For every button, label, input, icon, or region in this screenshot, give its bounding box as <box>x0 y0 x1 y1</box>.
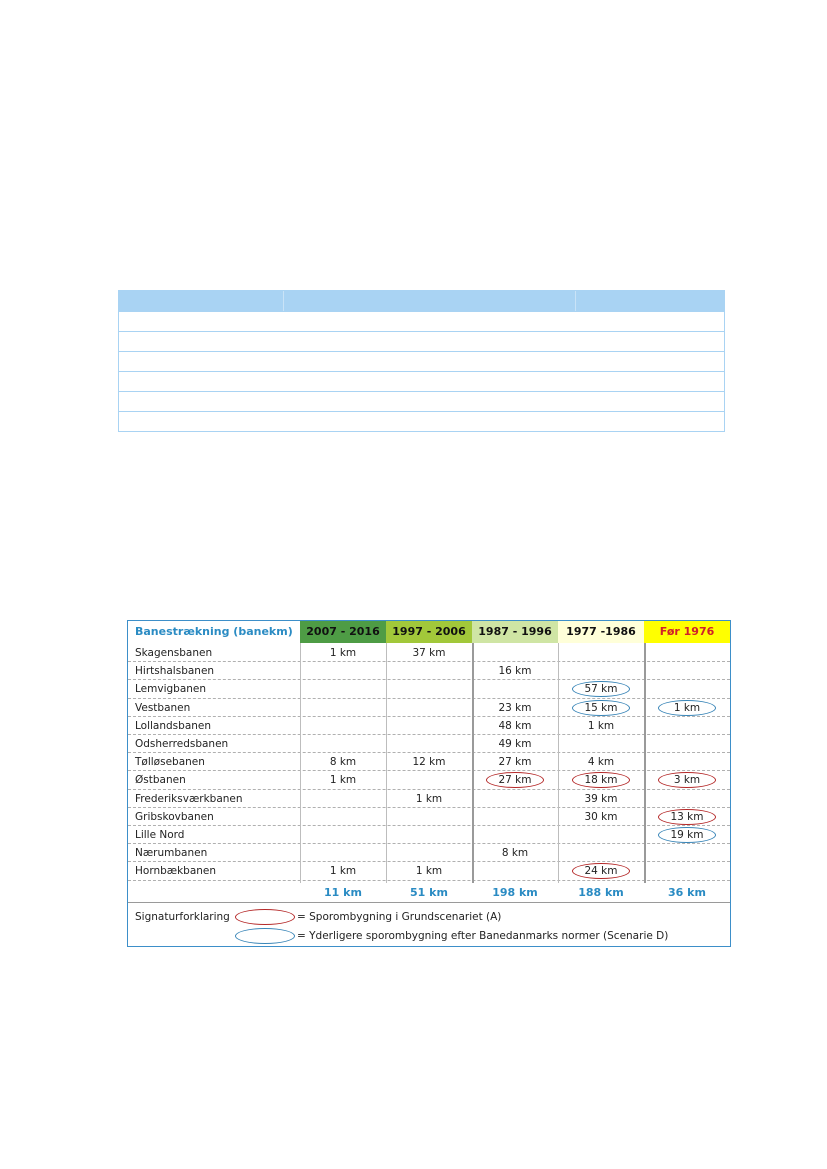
empty-table-header <box>119 291 724 311</box>
table-row <box>128 735 730 753</box>
km-value: 4 km <box>587 756 615 769</box>
total-value: 36 km <box>668 885 706 899</box>
km-value: 48 km <box>498 719 532 732</box>
line-name: Lemvigbanen <box>135 683 207 696</box>
table-row <box>128 771 730 789</box>
blue-oval-marker: 57 km <box>572 681 630 697</box>
column-separator <box>300 643 301 883</box>
table-row <box>128 844 730 862</box>
km-value: 12 km <box>412 756 446 769</box>
km-value <box>558 771 644 789</box>
line-name: Gribskovbanen <box>135 810 214 823</box>
blue-oval-marker: 15 km <box>572 700 630 716</box>
legend-title: Signaturforklaring <box>135 910 230 923</box>
km-value <box>644 699 730 717</box>
km-value: 16 km <box>498 665 532 678</box>
legend-row-blue <box>128 927 730 945</box>
table-row <box>128 680 730 698</box>
total-value: 188 km <box>578 885 624 899</box>
red-oval-marker: 18 km <box>572 772 630 788</box>
km-value: 1 km <box>587 719 615 732</box>
line-name: Tølløsebanen <box>135 756 205 769</box>
km-value: 8 km <box>329 756 357 769</box>
track-renovation-figure <box>127 620 731 947</box>
line-name: Frederiksværkbanen <box>135 792 243 805</box>
total-value: 198 km <box>492 885 538 899</box>
table-row <box>128 790 730 808</box>
table-row <box>128 826 730 844</box>
line-name: Lille Nord <box>135 829 185 841</box>
empty-table-row <box>119 411 724 431</box>
km-value: 1 km <box>329 865 357 878</box>
km-value: 8 km <box>501 847 529 860</box>
period-header-1987-1996: 1987 - 1996 <box>472 621 558 643</box>
blue-oval-symbol <box>235 928 295 944</box>
km-value <box>558 699 644 717</box>
empty-table-header-cell <box>119 291 284 311</box>
line-name: Vestbanen <box>135 701 191 714</box>
line-name: Østbanen <box>135 774 186 787</box>
empty-table-row <box>119 351 724 371</box>
empty-table <box>118 290 725 432</box>
period-header-1997-2006: 1997 - 2006 <box>386 621 472 643</box>
empty-table-row <box>119 331 724 351</box>
empty-table-row <box>119 371 724 391</box>
km-value <box>558 862 644 880</box>
figure-title: Banestrækning (banekm) <box>128 621 300 643</box>
empty-table-header-cell <box>576 291 724 311</box>
empty-table-row <box>119 391 724 411</box>
legend-row-red <box>128 908 730 926</box>
km-value <box>558 680 644 698</box>
km-value: 1 km <box>415 792 443 805</box>
period-header-before-1976: Før 1976 <box>644 621 730 643</box>
blue-oval-marker: 1 km <box>658 700 716 716</box>
table-row <box>128 644 730 662</box>
legend-blue-text: = Yderligere sporombygning efter Banedanmarks normer (Scenarie D) <box>297 929 669 942</box>
empty-table-header-cell <box>284 291 576 311</box>
totals-row <box>128 883 730 903</box>
table-row <box>128 662 730 680</box>
km-value <box>472 771 558 789</box>
blue-oval-marker: 19 km <box>658 827 716 843</box>
period-header-2007-2016: 2007 - 2016 <box>300 621 386 643</box>
line-name: Nærumbanen <box>135 847 208 860</box>
figure-header <box>128 621 730 643</box>
line-name: Hirtshalsbanen <box>135 665 215 678</box>
km-value <box>644 771 730 789</box>
empty-table-row <box>119 311 724 331</box>
column-separator <box>644 643 646 883</box>
table-row <box>128 699 730 717</box>
red-oval-marker: 24 km <box>572 863 630 879</box>
column-separator <box>386 643 387 883</box>
red-oval-marker: 27 km <box>486 772 544 788</box>
line-name: Lollandsbanen <box>135 719 212 732</box>
km-value: 39 km <box>584 792 618 805</box>
line-name: Odsherredsbanen <box>135 738 229 750</box>
km-value: 30 km <box>584 810 618 823</box>
red-oval-marker: 3 km <box>658 772 716 788</box>
column-separator <box>558 643 559 883</box>
period-header-1977-1986: 1977 -1986 <box>558 621 644 643</box>
legend-red-text: = Sporombygning i Grundscenariet (A) <box>297 910 502 923</box>
table-row <box>128 862 730 880</box>
km-value: 49 km <box>498 738 532 750</box>
line-name: Skagensbanen <box>135 647 213 659</box>
line-name: Hornbækbanen <box>135 865 217 878</box>
km-value <box>644 826 730 844</box>
km-value: 1 km <box>329 774 357 787</box>
table-row <box>128 753 730 771</box>
red-oval-symbol <box>235 909 295 925</box>
km-value <box>644 808 730 826</box>
km-value: 1 km <box>329 647 357 659</box>
km-value: 27 km <box>498 756 532 769</box>
total-value: 51 km <box>410 885 448 899</box>
red-oval-marker: 13 km <box>658 809 716 825</box>
total-value: 11 km <box>324 885 362 899</box>
km-value: 37 km <box>412 647 446 659</box>
table-row <box>128 717 730 735</box>
km-value: 1 km <box>415 865 443 878</box>
table-row <box>128 808 730 826</box>
column-separator <box>472 643 474 883</box>
km-value: 23 km <box>498 701 532 714</box>
